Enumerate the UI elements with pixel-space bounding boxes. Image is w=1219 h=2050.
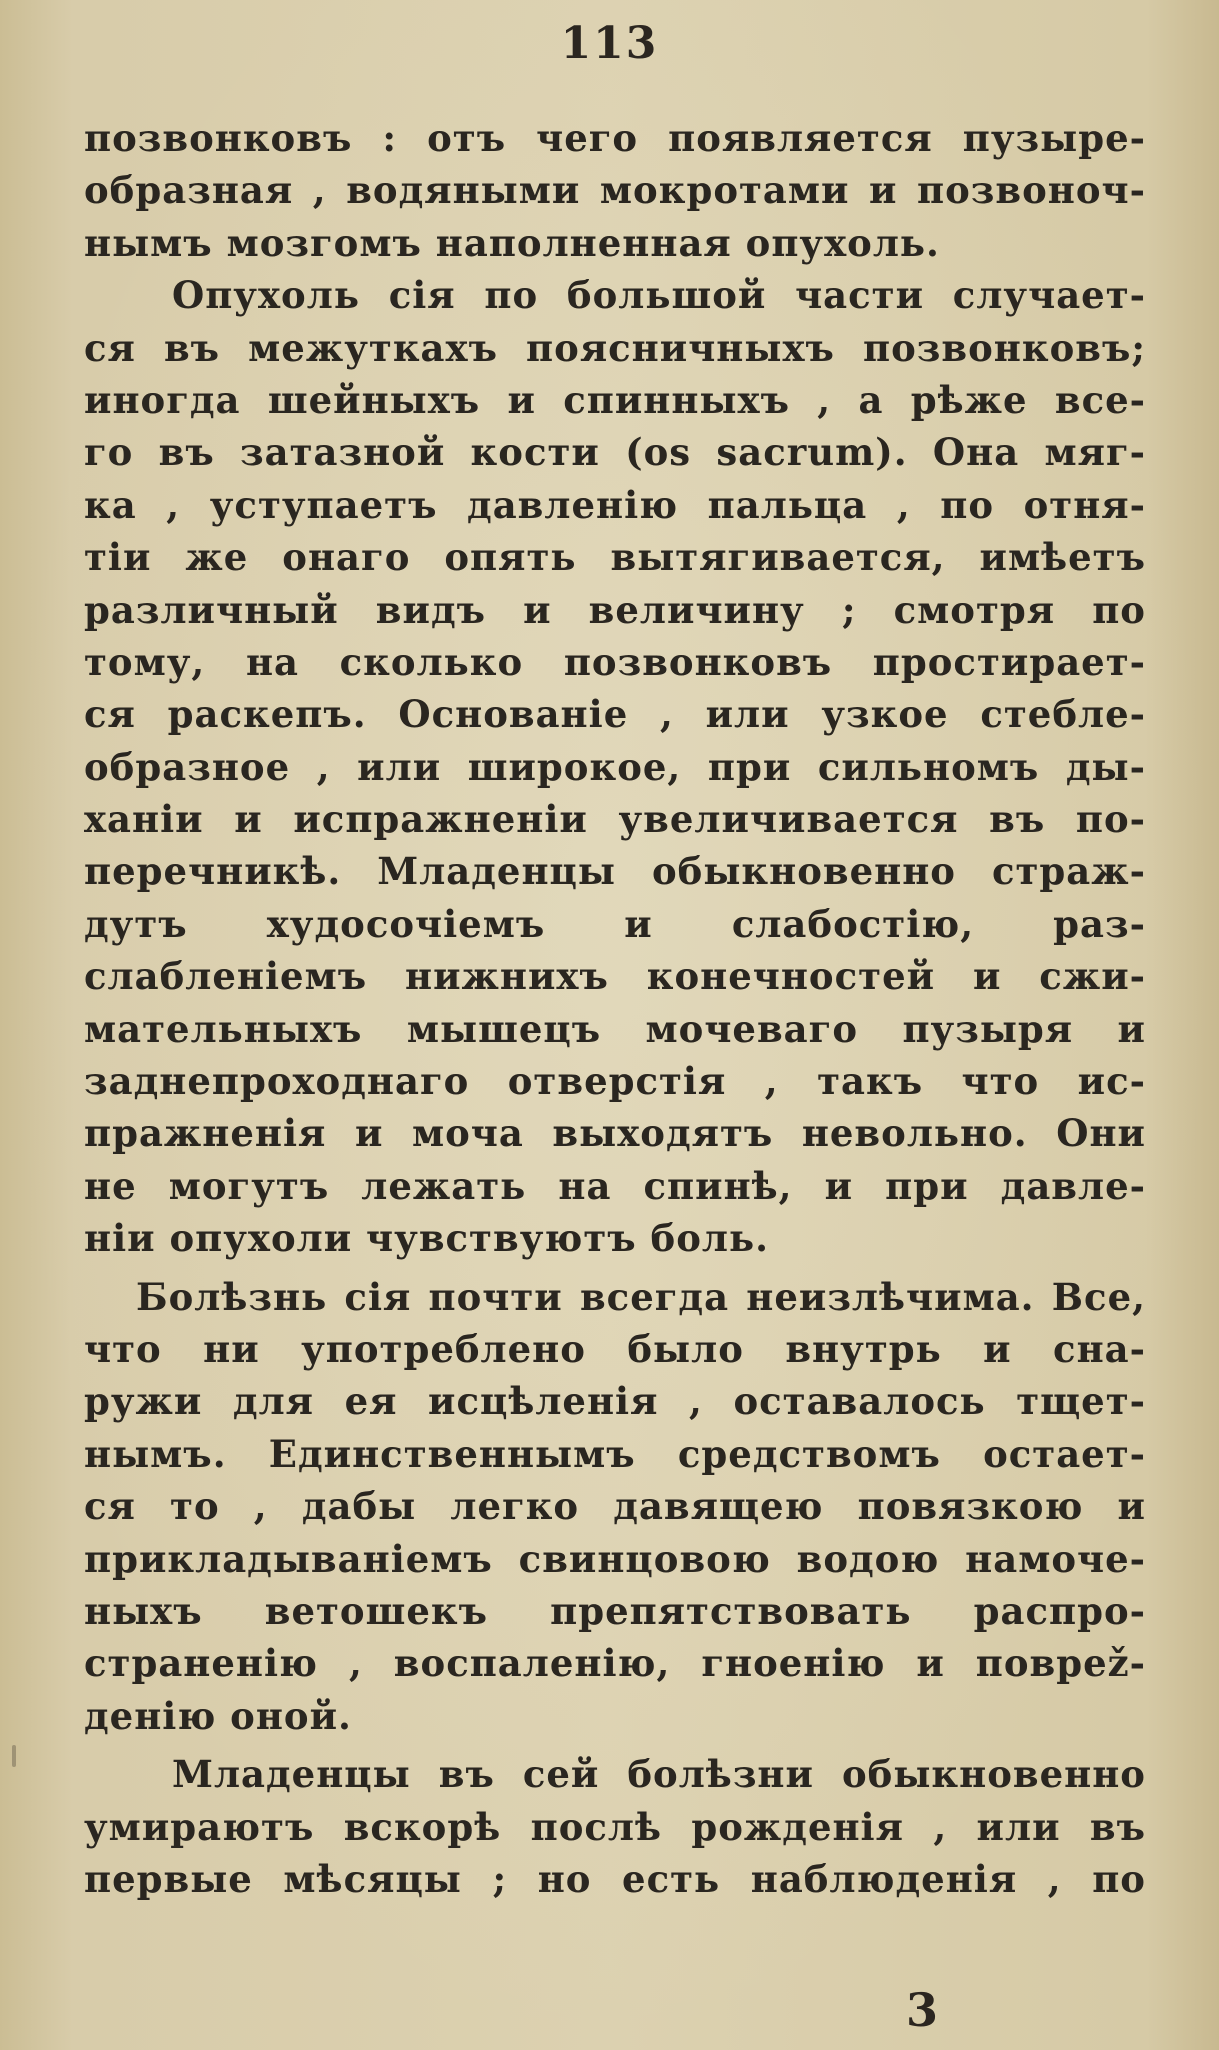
text-line: прикладываніемъ свинцовою водою намоче- xyxy=(84,1536,1146,1581)
text-line: ка , уступаетъ давленію пальца , по отня- xyxy=(84,482,1146,527)
text-line: слабленіемъ нижнихъ конечностей и сжи- xyxy=(84,954,1146,999)
text-line: ружи для ея исцѣленія , оставалось тщет- xyxy=(84,1379,1146,1424)
paragraph-4 xyxy=(84,1748,1146,1905)
text-line: Болѣзнь сія почти всегда неизлѣчима. Все, xyxy=(136,1274,1146,1319)
text-line: пражненія и моча выходятъ невольно. Они xyxy=(84,1111,1146,1156)
paragraph-3 xyxy=(84,1271,1146,1743)
body-text xyxy=(84,112,1146,1905)
text-line: ніи опухоли чувствуютъ боль. xyxy=(84,1216,769,1261)
text-line: мательныхъ мышецъ мочеваго пузыря и xyxy=(84,1006,1146,1051)
text-line: ся то , дабы легко давящею повязкою и xyxy=(84,1484,1146,1529)
page-number: 113 xyxy=(560,18,659,69)
text-line: ся раскепъ. Основаніе , или узкое стебле- xyxy=(84,692,1146,737)
text-line: тому, на сколько позвонковъ простирает- xyxy=(84,639,1146,684)
signature-mark: 3 xyxy=(906,1983,939,2037)
text-line: первые мѣсяцы ; но есть наблюденія , по xyxy=(84,1856,1146,1901)
text-line: тіи же онаго опять вытягивается, имѣетъ xyxy=(84,535,1146,580)
text-line: образная , водяными мокротами и позвоноч- xyxy=(84,168,1146,213)
text-line: образное , или широкое, при сильномъ ды- xyxy=(84,744,1146,789)
paragraph-1 xyxy=(84,112,1146,269)
text-line: го въ затазной кости (os sacrum). Она мяг- xyxy=(84,430,1146,475)
text-line: дутъ худосочіемъ и слабостію, раз- xyxy=(84,901,1146,946)
text-line: ханіи и испражненіи увеличивается въ по- xyxy=(84,797,1146,842)
text-line: не могутъ лежать на спинѣ, и при давле- xyxy=(84,1163,1146,1208)
text-line: позвонковъ : отъ чего появляется пузыре- xyxy=(84,116,1146,160)
text-line: ныхъ ветошекъ препятствовать распро- xyxy=(84,1588,1146,1633)
text-line: Младенцы въ сей болѣзни обыкновенно xyxy=(172,1752,1146,1797)
text-line: заднепроходнаго отверстія , такъ что ис- xyxy=(84,1059,1146,1104)
margin-blemish xyxy=(12,1745,16,1767)
text-line: нымъ мозгомъ наполненная опухоль. xyxy=(84,220,940,265)
text-line: денію оной. xyxy=(84,1693,352,1738)
paragraph-2 xyxy=(84,269,1146,1264)
text-line: иногда шейныхъ и спинныхъ , а рѣже все- xyxy=(84,377,1146,422)
text-line: различный видъ и величину ; смотря по xyxy=(84,587,1146,632)
text-line: что ни употреблено было внутрь и сна- xyxy=(84,1326,1146,1371)
text-line: перечникѣ. Младенцы обыкновенно страж- xyxy=(84,849,1146,894)
text-line: Опухоль сія по большой части случает- xyxy=(172,273,1146,318)
text-line: ся въ межуткахъ поясничныхъ позвонковъ; xyxy=(84,325,1146,370)
text-line: нымъ. Единственнымъ средствомъ остает- xyxy=(84,1431,1146,1476)
text-line: страненію , воспаленію, гноенію и поврež- xyxy=(84,1641,1146,1686)
text-line: умираютъ вскорѣ послѣ рожденія , или въ xyxy=(84,1804,1146,1849)
